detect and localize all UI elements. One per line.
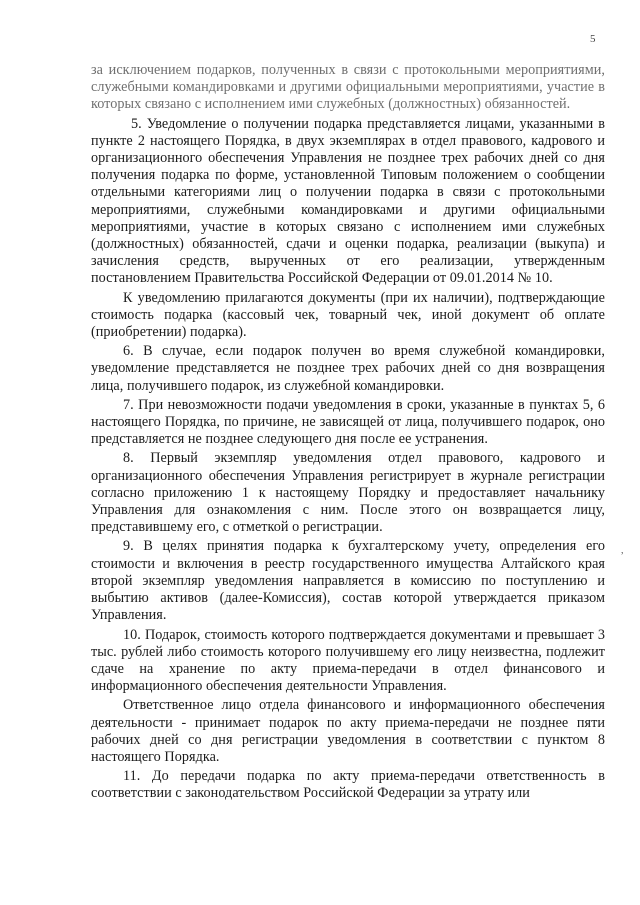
paragraph-continuation: за исключением подарков, полученных в связи с протокольными мероприятиями, служебными командировками и другими официальными мероприятиями, участие в которых связано с исполнением ими служебных (должностных) обязанностей. <box>91 62 605 113</box>
paragraph-item-10: 10. Подарок, стоимость которого подтверждается документами и превышает 3 тыс. рублей либо стоимость которого получившему его лицу неизвестна, подлежит сдаче на хранение по акту приема-передачи в отдел финансового и информационного обеспечения деятельности Управления. <box>91 626 605 695</box>
paragraph-item-11: 11. До передачи подарка по акту приема-передачи ответственность в соответствии с законодательством Российской Федерации за утрату или <box>91 768 605 802</box>
paragraph-responsible-person: Ответственное лицо отдела финансового и информационного обеспечения деятельности - принимает подарок по акту приема-передачи не позднее пяти рабочих дней со дня регистрации уведомления в соответствии с пунктом 8 настоящего Порядка. <box>91 697 605 765</box>
margin-mark: , <box>621 545 624 556</box>
paragraph-attachments: К уведомлению прилагаются документы (при их наличии), подтверждающие стоимость подарка (кассовый чек, товарный чек, иной документ об оплате (приобретении) подарка). <box>91 289 605 341</box>
paragraph-item-7: 7. При невозможности подачи уведомления в сроки, указанные в пунктах 5, 6 настоящего Порядка, по причине, не зависящей от лица, получившего подарок, оно представляется не позднее следующего дня после ее устранения. <box>91 396 605 448</box>
paragraph-item-6: 6. В случае, если подарок получен во время служебной командировки, уведомление представляется не позднее трех рабочих дней со дня возвращения лица, получившего подарок, из служебной командировки. <box>91 343 605 394</box>
document-body <box>91 62 605 805</box>
paragraph-item-8: 8. Первый экземпляр уведомления отдел правового, кадрового и организационного обеспечения Управления регистрирует в журнале регистрации согласно приложению 1 к настоящему Порядку и предоставляет начальнику Управления для ознакомления с ним. После этого он возвращается лицу, представившему его, с отметкой о регистрации. <box>91 450 605 536</box>
paragraph-item-9: 9. В целях принятия подарка к бухгалтерскому учету, определения его стоимости и включения в реестр государственного имущества Алтайского края второй экземпляр уведомления направляется в комиссию по поступлению и выбытию активов (далее-Комиссия), состав которой утверждается приказом Управления. <box>91 538 605 624</box>
paragraph-item-5: 5. Уведомление о получении подарка представляется лицами, указанными в пункте 2 настоящего Порядка, в двух экземплярах в отдел правового, кадрового и организационного обеспечения Управления не позднее трех рабочих дней со дня получения подарка по форме, установленной Типовым положением о сообщении отдельными категориями лиц о получении подарка в связи с протокольными мероприятиями, служебными командировками и другими официальными мероприятиями, участие в которых связано с исполнением ими служебных (должностных) обязанностей, сдачи и оценки подарка, реализации (выкупа) и зачисления средств, вырученных от его реализации, утвержденным постановлением Правительства Российской Федерации от 09.01.2014 № 10. <box>91 115 605 287</box>
page-number: 5 <box>590 33 596 45</box>
